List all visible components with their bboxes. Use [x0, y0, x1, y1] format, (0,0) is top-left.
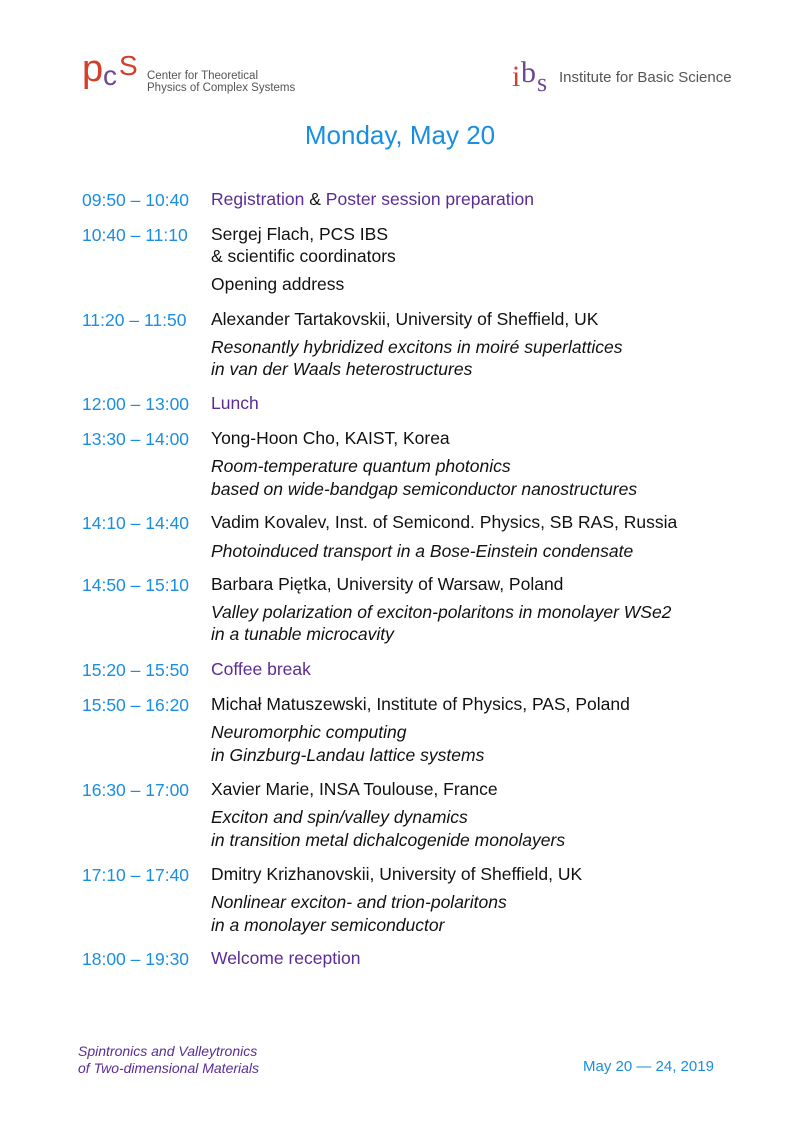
speaker: Xavier Marie, INSA Toulouse, France	[211, 779, 498, 799]
speaker: Barbara Piętka, University of Warsaw, Poland	[211, 574, 564, 594]
session-time: 14:50 – 15:10	[82, 575, 190, 595]
talk-title: Neuromorphic computing	[211, 722, 407, 742]
session-time: 15:50 – 16:20	[82, 695, 190, 715]
session-time: 14:10 – 14:40	[82, 513, 190, 533]
ibs-logo-text: Institute for Basic Science	[559, 69, 732, 86]
ibs-mark-s: s	[537, 68, 548, 97]
session-time: 16:30 – 17:00	[82, 780, 190, 800]
talk-title: Nonlinear exciton- and trion-polaritons	[211, 892, 507, 912]
registration-label: Registration	[211, 189, 305, 209]
speaker: Yong-Hoon Cho, KAIST, Korea	[211, 428, 450, 448]
session-time: 09:50 – 10:40	[82, 190, 190, 210]
talk-title: in a monolayer semiconductor	[211, 915, 445, 935]
session-title: Lunch	[211, 393, 259, 413]
speaker: Michał Matuszewski, Institute of Physics, PAS, Poland	[211, 694, 630, 714]
talk-title: Room-temperature quantum photonics	[211, 456, 511, 476]
pcs-mark-c: c	[103, 60, 117, 91]
talk-title: Opening address	[211, 274, 345, 294]
ampersand: &	[304, 189, 326, 209]
speaker: Dmitry Krizhanovskii, University of Sheffield, UK	[211, 864, 583, 884]
pcs-logo-text-line1: Center for Theoretical	[147, 70, 259, 82]
session-time: 11:20 – 11:50	[82, 310, 187, 330]
page-title: Monday, May 20	[304, 120, 496, 150]
speaker: Sergej Flach, PCS IBS	[211, 224, 389, 244]
talk-title: Photoinduced transport in a Bose-Einstein condensate	[211, 541, 634, 561]
ibs-logo	[512, 58, 732, 102]
talk-title: based on wide-bandgap semiconductor nanostructures	[211, 479, 638, 499]
pcs-mark-p: p	[82, 48, 104, 90]
pcs-mark-s: S	[119, 50, 138, 81]
talk-title: Valley polarization of exciton-polaritons in monolayer WSe2	[211, 602, 672, 622]
pcs-logo-text	[147, 70, 295, 94]
talk-title: in transition metal dichalcogenide monolayers	[211, 830, 566, 850]
session-time: 10:40 – 11:10	[82, 225, 188, 245]
session-time: 18:00 – 19:30	[82, 949, 190, 969]
pcs-logo	[82, 50, 302, 100]
pcs-logo-text-line2: Physics of Complex Systems	[147, 82, 296, 94]
talk-title: in van der Waals heterostructures	[211, 359, 473, 379]
session-title: Coffee break	[211, 659, 311, 679]
event-name	[78, 1043, 259, 1077]
event-name-line2: of Two-dimensional Materials	[78, 1060, 260, 1076]
session-title	[211, 188, 534, 210]
poster-prep-label: Poster session preparation	[325, 189, 534, 209]
session-time: 12:00 – 13:00	[82, 394, 190, 414]
talk-title: Resonantly hybridized excitons in moiré superlattices	[211, 337, 623, 357]
speaker-affiliation: & scientific coordinators	[211, 246, 396, 266]
speaker: Vadim Kovalev, Inst. of Semicond. Physics, SB RAS, Russia	[211, 512, 678, 532]
talk-title: Exciton and spin/valley dynamics	[211, 807, 468, 827]
talk-title: in Ginzburg-Landau lattice systems	[211, 745, 485, 765]
ibs-mark-b: b	[521, 56, 536, 89]
session-title: Welcome reception	[211, 948, 361, 968]
session-time: 15:20 – 15:50	[82, 660, 190, 680]
event-dates: May 20 — 24, 2019	[583, 1058, 714, 1075]
session-time: 13:30 – 14:00	[82, 429, 190, 449]
ibs-mark-i: i	[512, 60, 521, 93]
event-name-line1: Spintronics and Valleytronics	[78, 1043, 258, 1059]
speaker: Alexander Tartakovskii, University of Sheffield, UK	[211, 309, 599, 329]
talk-title: in a tunable microcavity	[211, 624, 394, 644]
session-time: 17:10 – 17:40	[82, 865, 190, 885]
